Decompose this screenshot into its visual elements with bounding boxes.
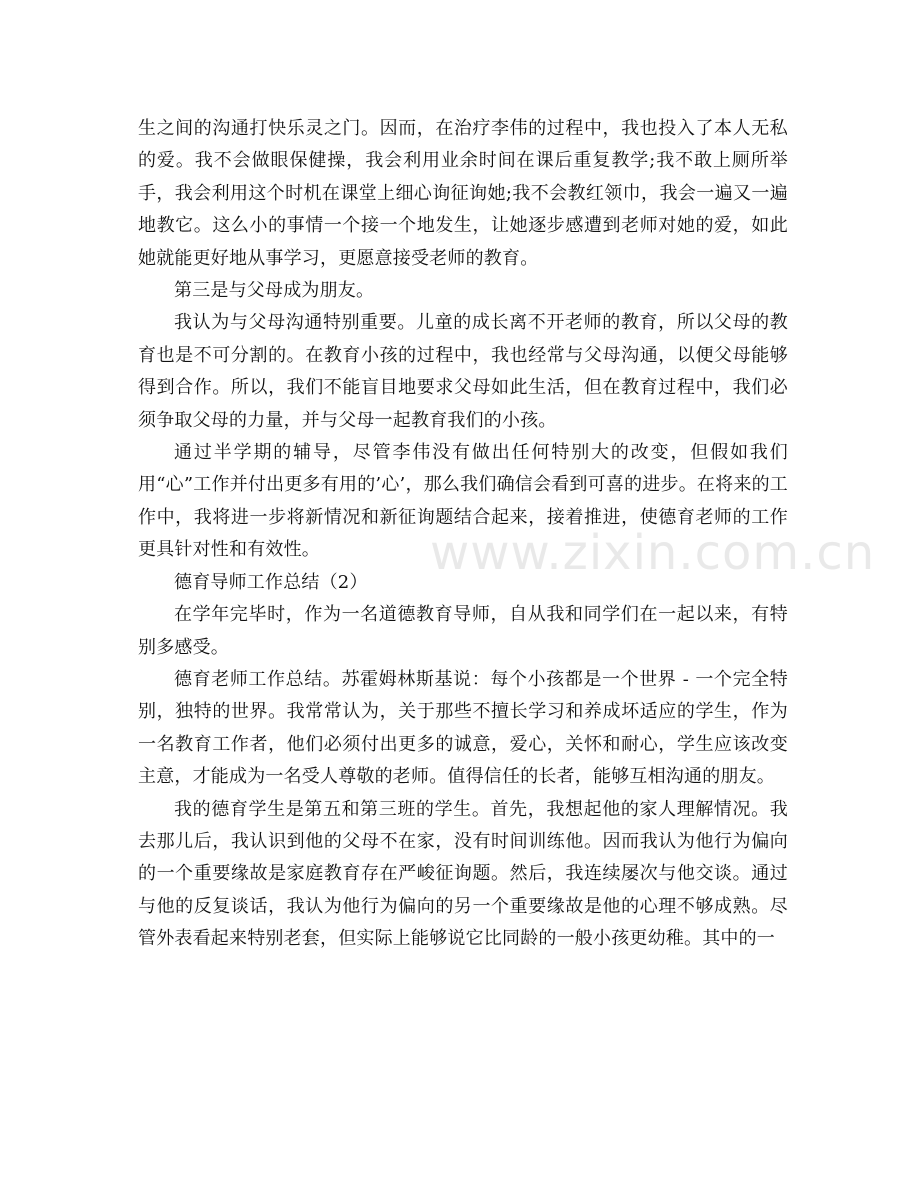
paragraph-sukhomlinsky-quote: 德育老师工作总结。苏霍姆林斯基说：每个小孩都是一个世界 - 一个完全特别，独特的世界。我常常认为，关于那些不擅长学习和养成坏适应的学生，作为一名教育工作者，他们必须付出更多的诚意，爱心，关怀和耐心，学生应该改变主意，才能成为一名受人尊敬的老师。值得信任的长者，能够互相沟通的朋友。 (138, 668, 788, 788)
paragraph-continuation: 生之间的沟通打快乐灵之门。因而，在治疗李伟的过程中，我也投入了本人无私的爱。我不会做眼保健操，我会利用业余时间在课后重复教学;我不敢上厕所举手，我会利用这个时机在课堂上细心询征询她;我不会教红领巾，我会一遍又一遍地教它。这么小的事情一个接一个地发生，让她逐步感遭到老师对她的爱，如此她就能更好地从事学习，更愿意接受老师的教育。 (138, 118, 788, 269)
paragraph-half-semester-summary: 通过半学期的辅导，尽管李伟没有做出任何特别大的改变，但假如我们用“心”工作并付出更多有用的’心’，那么我们确信会看到可喜的进步。在将来的工作中，我将进一步将新情况和新征询题结合起来，接着推进，使德育老师的工作更具针对性和有效性。 (138, 442, 788, 561)
document-body (138, 113, 788, 956)
paragraph-year-end: 在学年完毕时，作为一名道德教育导师，自从我和同学们在一起以来，有特别多感受。 (138, 604, 788, 658)
paragraph-student-case: 我的德育学生是第五和第三班的学生。首先，我想起他的家人理解情况。我去那儿后，我认识到他的父母不在家，没有时间训练他。因而我认为他行为偏向的一个重要缘故是家庭教育存在严峻征询题。然后，我连续屡次与他交谈。通过与他的反复谈话，我认为他行为偏向的另一个重要缘故是他的心理不够成熟。尽管外表看起来特别老套，但实际上能够说它比同龄的一般小孩更幼稚。其中的一 (138, 798, 788, 950)
paragraph-summary-title-2: 德育导师工作总结（2） (174, 571, 368, 593)
paragraph-parent-communication: 我认为与父母沟通特别重要。儿童的成长离不开老师的教育，所以父母的教育也是不可分割的。在教育小孩的过程中，我也经常与父母沟通，以便父母能够得到合作。所以，我们不能盲目地要求父母如此生活，但在教育过程中，我们必须争取父母的力量，并与父母一起教育我们的小孩。 (138, 312, 788, 431)
paragraph-section-heading-parents: 第三是与父母成为朋友。 (174, 280, 375, 302)
watermark: www.zixin.com.cn (430, 525, 876, 581)
